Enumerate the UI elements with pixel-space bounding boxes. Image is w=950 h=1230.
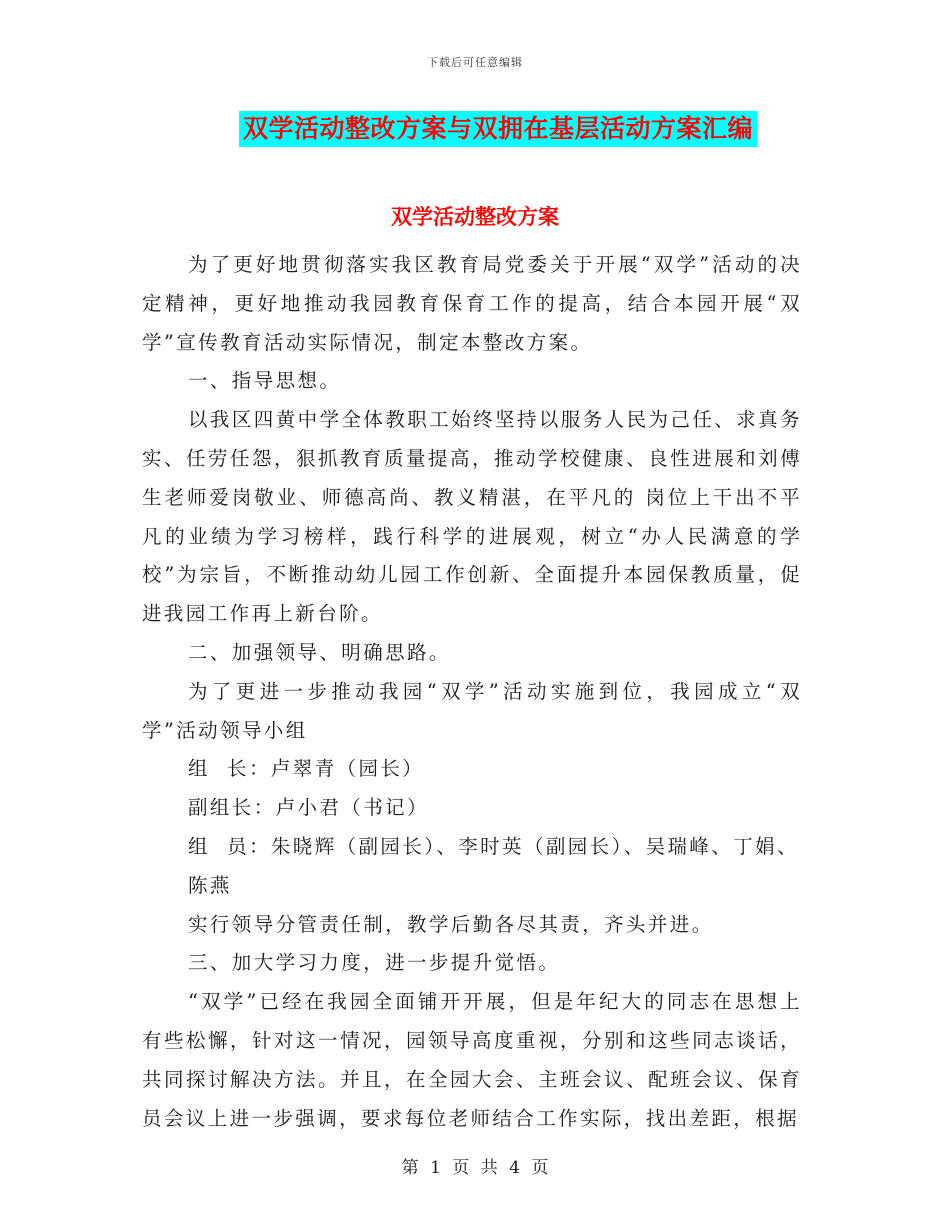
- deputy-leader-line: 副组长：卢小君（书记）: [188, 796, 429, 820]
- paragraph-intro: 为了更好地贯彻落实我区教育局党委关于开展“双学”活动的决定精神，更好地推动我园教育保育工作的提高，结合本园开展“双学”宣传教育活动实际情况，制定本整改方案。: [142, 253, 802, 354]
- paragraph-guiding-thought: 以我区四黄中学全体教职工始终坚持以服务人民为己任、求真务实、任劳任怨，狠抓教育质量提高，推动学校健康、良性进展和刘傅生老师爱岗敬业、师德高尚、教义精湛，在平凡的 岗位上干出不平凡的业绩为学习榜样，践行科学的进展观，树立“办人民满意的学校”为宗旨，不断推动幼儿园工作创新、全面提升本园保教质量，促进我园工作再上新台阶。: [142, 408, 802, 626]
- heading-leadership: 二、加强领导、明确思路。: [188, 640, 451, 664]
- document-body: [142, 246, 802, 1138]
- document-title: [0, 111, 950, 147]
- heading-guiding-thought: 一、指导思想。: [188, 369, 342, 393]
- page-number-footer: 第 1 页 共 4 页: [401, 1158, 549, 1178]
- section-title: 双学活动整改方案: [391, 204, 559, 229]
- group-members-line: 组 员：朱晓辉（副园长）、李时英（副园长）、吴瑞峰、丁娟、: [188, 834, 799, 858]
- group-members-continuation: 陈燕: [188, 873, 232, 897]
- document-title-text: 双学活动整改方案与双拥在基层活动方案汇编: [239, 111, 757, 147]
- group-leader-line: 组 长：卢翠青（园长）: [188, 757, 425, 781]
- responsibility-line: 实行领导分管责任制，教学后勤各尽其责，齐头并进。: [188, 912, 714, 936]
- paragraph-study: “双学”已经在我园全面铺开开展，但是年纪大的同志在思想上有些松懈，针对这一情况，园领导高度重视，分别和这些同志谈话，共同探讨解决方法。并且，在全园大会、主班会议、配班会议、保育员会议上进一步强调，要求每位老师结合工作实际，找出差距，根据: [142, 990, 802, 1130]
- page-header-note: 下载后可任意编辑: [427, 56, 523, 69]
- paragraph-leadership-group: 为了更进一步推动我园“双学”活动实施到位，我园成立“双学”活动领导小组: [142, 679, 802, 742]
- heading-study: 三、加大学习力度，进一步提升觉悟。: [188, 951, 561, 975]
